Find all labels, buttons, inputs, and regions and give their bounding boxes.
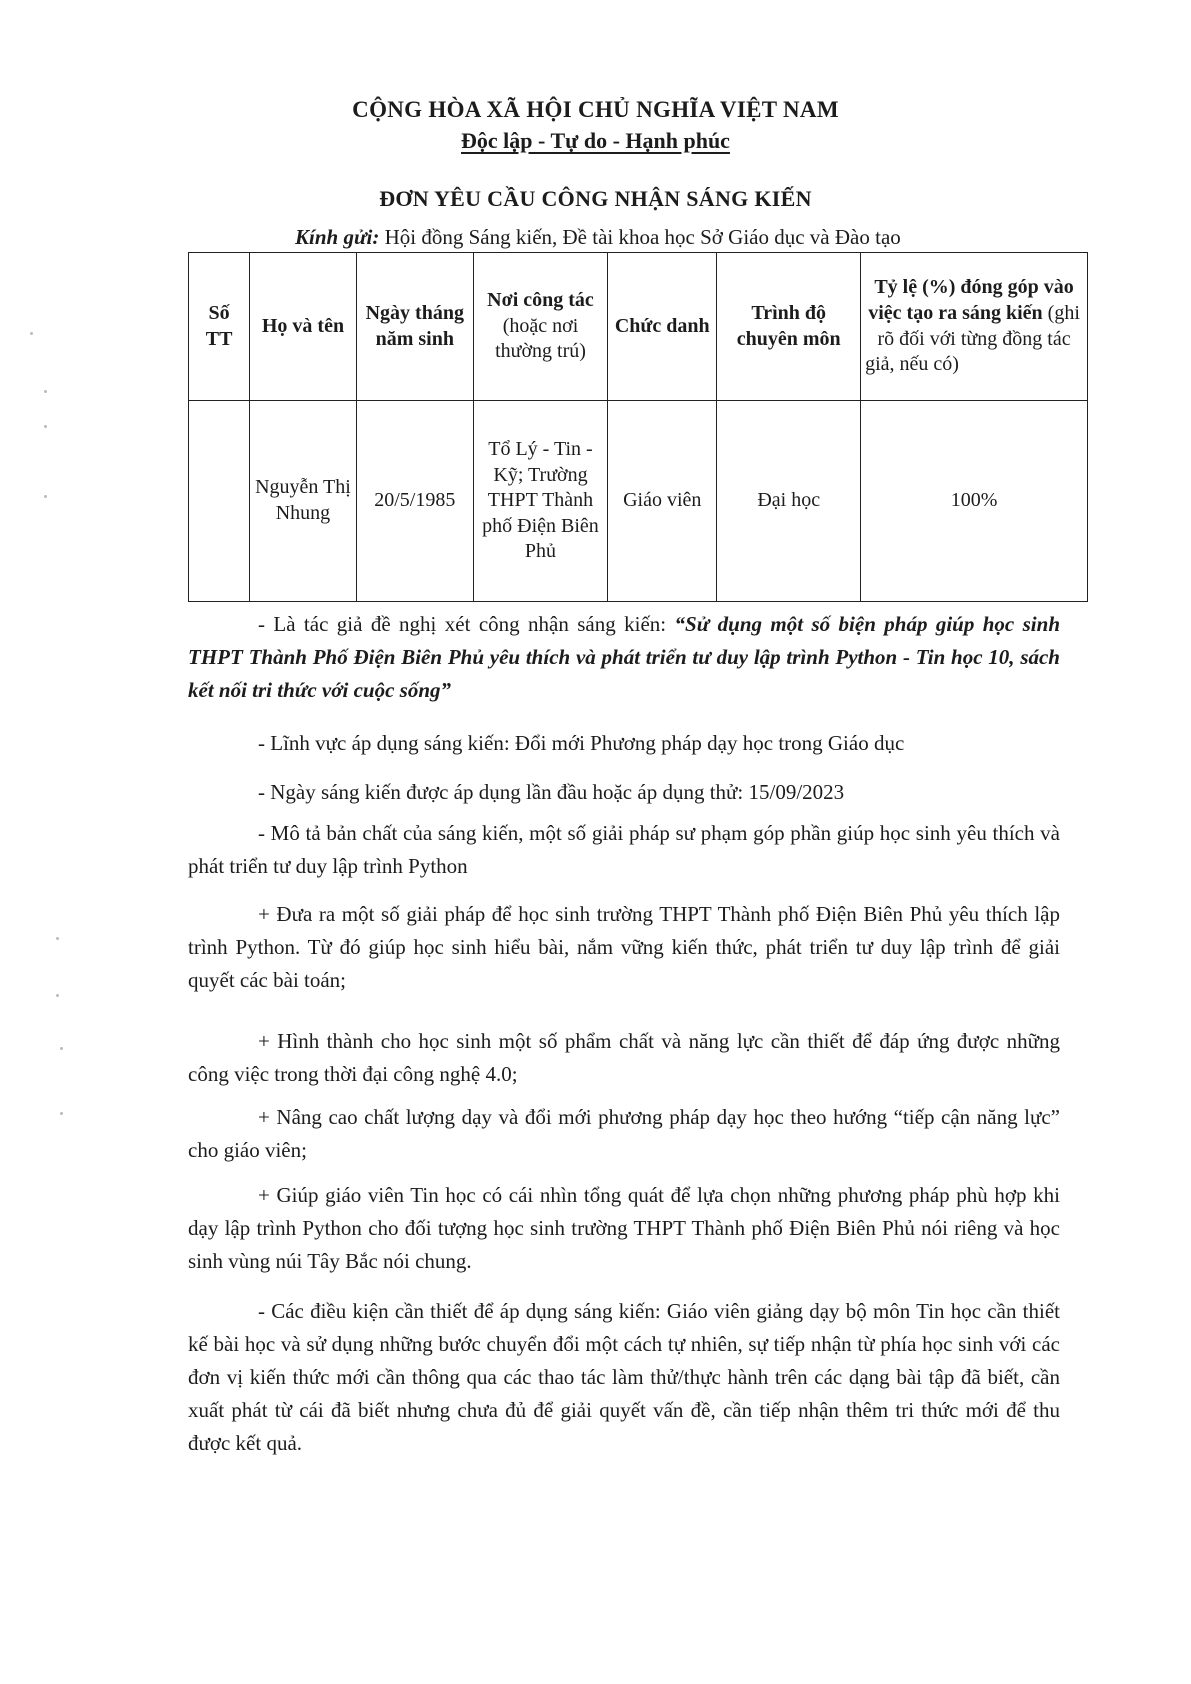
header-ratio xyxy=(861,253,1088,401)
paragraph-solution-4 xyxy=(188,1179,1060,1278)
document-title: ĐƠN YÊU CẦU CÔNG NHẬN SÁNG KIẾN xyxy=(379,186,812,211)
cell-name: Nguyễn Thị Nhung xyxy=(250,401,357,602)
header-ratio-normal: (ghi rõ đối với từng đồng tác giả, nếu có) xyxy=(865,301,1080,376)
scan-speck xyxy=(30,332,33,335)
recipient-line xyxy=(295,225,901,250)
header-title: Chức danh xyxy=(608,253,717,401)
cell-dob: 20/5/1985 xyxy=(356,401,473,602)
paragraph-conditions xyxy=(188,1295,1060,1460)
header-workplace-normal: (hoặc nơi thường trú) xyxy=(495,314,586,363)
paragraph-solution-2-text: + Hình thành cho học sinh một số phẩm chất và năng lực cần thiết để đáp ứng được những công việc trong thời đại công nghệ 4.0; xyxy=(188,1029,1060,1086)
header-workplace xyxy=(473,253,607,401)
scan-speck xyxy=(44,425,47,428)
scan-speck xyxy=(56,994,59,997)
paragraph-field-text: - Lĩnh vực áp dụng sáng kiến: Đổi mới Phương pháp dạy học trong Giáo dục xyxy=(258,731,905,755)
motto-text: Độc lập - Tự do - Hạnh phúc xyxy=(461,128,730,153)
cell-stt xyxy=(189,401,250,602)
cell-ratio: 100% xyxy=(861,401,1088,602)
scan-speck xyxy=(60,1112,63,1115)
paragraph-solution-3 xyxy=(188,1101,1060,1167)
recipient-text: Hội đồng Sáng kiến, Đề tài khoa học Sở Giáo dục và Đào tạo xyxy=(379,225,901,249)
header-level: Trình độ chuyên môn xyxy=(717,253,861,401)
paragraph-solution-3-text: + Nâng cao chất lượng dạy và đổi mới phương pháp dạy học theo hướng “tiếp cận năng lực” cho giáo viên; xyxy=(188,1105,1060,1162)
cell-title: Giáo viên xyxy=(608,401,717,602)
header-workplace-bold: Nơi công tác xyxy=(487,289,594,312)
header-dob: Ngày tháng năm sinh xyxy=(356,253,473,401)
cell-workplace: Tổ Lý - Tin - Kỹ; Trường THPT Thành phố Điện Biên Phủ xyxy=(473,401,607,602)
national-motto xyxy=(0,128,1191,154)
paragraph-description-text: - Mô tả bản chất của sáng kiến, một số giải pháp sư phạm góp phần giúp học sinh yêu thích và phát triển tư duy lập trình Python xyxy=(188,821,1060,878)
paragraph-solution-4-text: + Giúp giáo viên Tin học có cái nhìn tổng quát để lựa chọn những phương pháp phù hợp khi dạy lập trình Python cho đối tượng học sinh trường THPT Thành phố Điện Biên Phủ nói riêng và học sinh vùng núi Tây Bắc nói chung. xyxy=(188,1183,1060,1273)
paragraph-author-prefix: - Là tác giả đề nghị xét công nhận sáng kiến: xyxy=(258,612,675,636)
paragraph-date-text: - Ngày sáng kiến được áp dụng lần đầu hoặc áp dụng thử: 15/09/2023 xyxy=(258,780,845,804)
initiative-title: “Sử dụng một số biện pháp giúp học sinh THPT Thành Phố Điện Biên Phủ yêu thích và phát triển tư duy lập trình Python - Tin học 10, sách kết nối tri thức với cuộc sống” xyxy=(188,612,1060,702)
paragraph-conditions-text: - Các điều kiện cần thiết để áp dụng sáng kiến: Giáo viên giảng dạy bộ môn Tin học cần thiết kế bài học và sử dụng những bước chuyển đổi một cách tự nhiên, sự tiếp nhận từ phía học sinh với các đơn vị kiến thức mới cần thông qua các thao tác làm thử/thực hành trên các dạng bài tập đã biết, cần xuất phát từ cái đã biết nhưng chưa đủ để giải quyết vấn đề, cần tiếp nhận thêm tri thức mới để thu được kết quả. xyxy=(188,1299,1060,1455)
header-stt: Số TT xyxy=(189,253,250,401)
paragraph-solution-1 xyxy=(188,898,1060,997)
scan-speck xyxy=(56,937,59,940)
scan-speck xyxy=(44,390,47,393)
scan-speck xyxy=(44,495,47,498)
paragraph-solution-2 xyxy=(188,1025,1060,1091)
recipient-label: Kính gửi: xyxy=(295,225,380,249)
paragraph-author xyxy=(188,608,1060,707)
author-table xyxy=(188,252,1088,602)
paragraph-field xyxy=(188,727,1060,760)
scan-speck xyxy=(60,1047,63,1050)
header-ratio-bold: Tỷ lệ (%) đóng góp vào việc tạo ra sáng kiến xyxy=(868,276,1074,324)
cell-level: Đại học xyxy=(717,401,861,602)
paragraph-date xyxy=(188,776,1060,809)
table-row xyxy=(189,401,1088,602)
national-title: CỘNG HÒA XÃ HỘI CHỦ NGHĨA VIỆT NAM xyxy=(352,97,839,122)
paragraph-description xyxy=(188,817,1060,883)
paragraph-solution-1-text: + Đưa ra một số giải pháp để học sinh trường THPT Thành phố Điện Biên Phủ yêu thích lập trình Python. Từ đó giúp học sinh hiểu bài, nắm vững kiến thức, phát triển tư duy lập trình để giải quyết các bài toán; xyxy=(188,902,1060,992)
header-name: Họ và tên xyxy=(250,253,357,401)
table-header-row xyxy=(189,253,1088,401)
